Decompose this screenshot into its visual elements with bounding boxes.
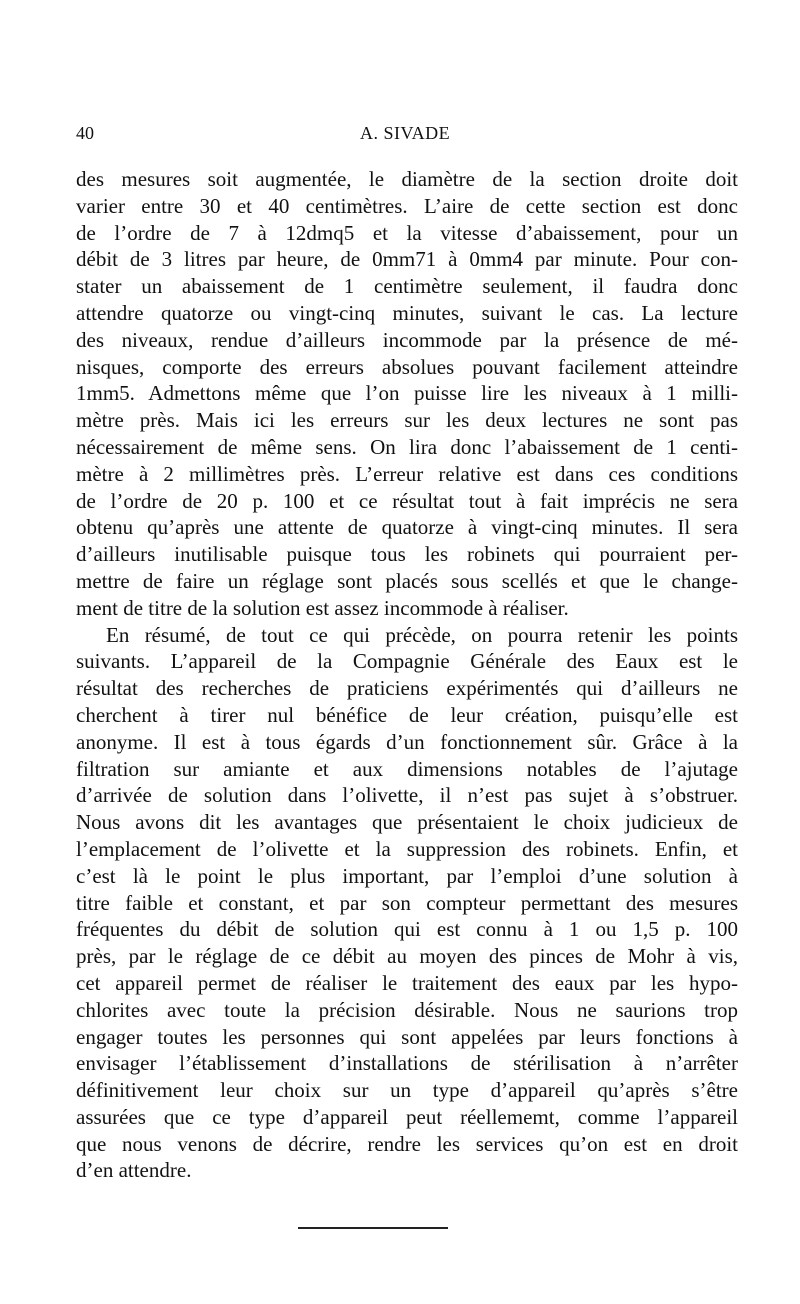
text-line: d’en attendre.	[76, 1158, 192, 1183]
text-line: de l’ordre de 20 p. 100 et ce résultat tout à fait imprécis ne sera	[76, 488, 738, 513]
text-line: attendre quatorze ou vingt-cinq minutes, suivant le cas. La lecture	[76, 300, 738, 325]
text-line: anonyme. Il est à tous égards d’un fonctionnement sûr. Grâce à la	[76, 729, 738, 754]
text-line: Nous avons dit les avantages que présentaient le choix judicieux de	[76, 810, 738, 835]
text-line: suivants. L’appareil de la Compagnie Générale des Eaux est le	[76, 649, 738, 674]
text-line: varier entre 30 et 40 centimètres. L’aire de cette section est donc	[76, 193, 738, 218]
paragraph-2	[76, 622, 738, 1185]
text-line: obtenu qu’après une attente de quatorze à vingt-cinq minutes. Il sera	[76, 515, 738, 540]
paragraph-1	[76, 166, 738, 622]
text-line: de l’ordre de 7 à 12dmq5 et la vitesse d’abaissement, pour un	[76, 220, 738, 245]
text-line: mettre de faire un réglage sont placés sous scellés et que le change-	[76, 568, 738, 593]
text-line: 1mm5. Admettons même que l’on puisse lire les niveaux à 1 milli-	[76, 381, 738, 406]
text-line: En résumé, de tout ce qui précède, on pourra retenir les points	[106, 622, 738, 647]
text-line: d’ailleurs inutilisable puisque tous les robinets qui pourraient per-	[76, 542, 738, 567]
text-line: fréquentes du débit de solution qui est connu à 1 ou 1,5 p. 100	[76, 917, 738, 942]
text-line: stater un abaissement de 1 centimètre seulement, il faudra donc	[76, 274, 738, 299]
text-line: l’emplacement de l’olivette et la suppression des robinets. Enfin, et	[76, 836, 738, 861]
text-line: cet appareil permet de réaliser le traitement des eaux par les hypo-	[76, 970, 738, 995]
text-line: mètre à 2 millimètres près. L’erreur relative est dans ces conditions	[76, 461, 738, 486]
text-line: engager toutes les personnes qui sont appelées par leurs fonctions à	[76, 1024, 738, 1049]
text-line: débit de 3 litres par heure, de 0mm71 à 0mm4 par minute. Pour con-	[76, 247, 738, 272]
text-line: résultat des recherches de praticiens expérimentés qui d’ailleurs ne	[76, 676, 738, 701]
text-line: c’est là le point le plus important, par l’emploi d’une solution à	[76, 863, 738, 888]
page-number: 40	[76, 123, 94, 143]
text-line: nisques, comporte des erreurs absolues pouvant facilement atteindre	[76, 354, 738, 379]
text-line: assurées que ce type d’appareil peut réellememt, comme l’appareil	[76, 1104, 738, 1129]
text-line: définitivement leur choix sur un type d’appareil qu’après s’être	[76, 1078, 738, 1103]
text-line: ment de titre de la solution est assez incommode à réaliser.	[76, 595, 569, 620]
text-line: cherchent à tirer nul bénéfice de leur création, puisqu’elle est	[76, 702, 738, 727]
text-line: que nous venons de décrire, rendre les services qu’on est en droit	[76, 1131, 738, 1156]
text-line: chlorites avec toute la précision désirable. Nous ne saurions trop	[76, 997, 738, 1022]
text-line: nécessairement de même sens. On lira donc l’abaissement de 1 centi-	[76, 434, 738, 459]
running-head: A. SIVADE	[360, 123, 451, 143]
text-line: envisager l’établissement d’installations de stérilisation à n’arrêter	[76, 1051, 738, 1076]
text-line: mètre près. Mais ici les erreurs sur les deux lectures ne sont pas	[76, 408, 738, 433]
text-line: des mesures soit augmentée, le diamètre de la section droite doit	[76, 167, 738, 191]
end-rule	[298, 1227, 448, 1229]
text-line: près, par le réglage de ce débit au moyen des pinces de Mohr à vis,	[76, 944, 738, 969]
text-line: des niveaux, rendue d’ailleurs incommode par la présence de mé-	[76, 327, 738, 352]
text-line: titre faible et constant, et par son compteur permettant des mesures	[76, 890, 738, 915]
page-header	[76, 121, 738, 147]
text-line: d’arrivée de solution dans l’olivette, il n’est pas sujet à s’obstruer.	[76, 783, 738, 808]
body-text	[76, 166, 738, 1184]
text-line: filtration sur amiante et aux dimensions notables de l’ajutage	[76, 756, 738, 781]
